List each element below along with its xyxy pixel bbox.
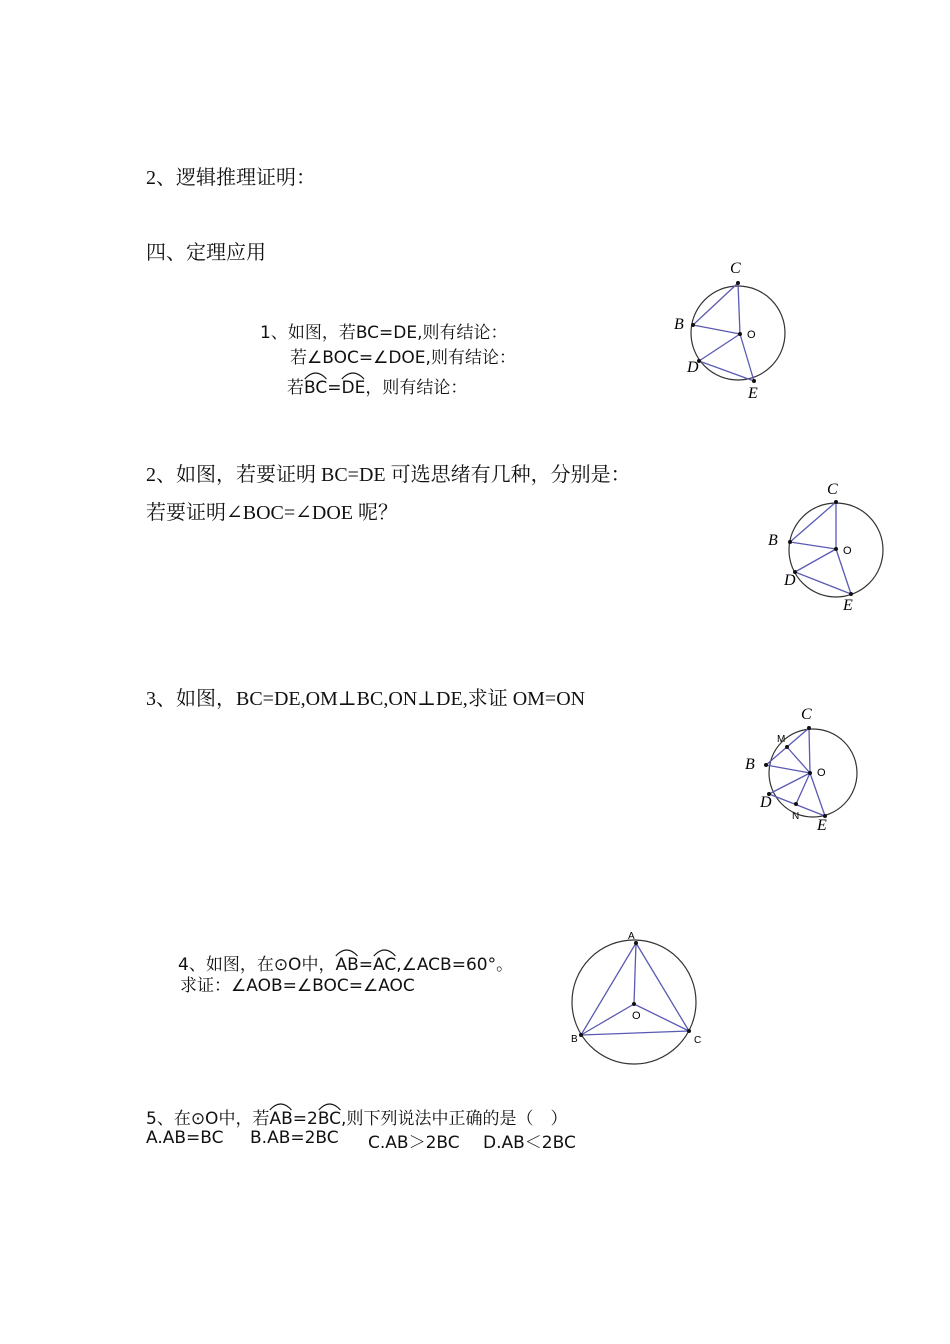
label-e: E: [817, 817, 827, 834]
figure-4-circle: [566, 928, 716, 1068]
q4-arc-ac-label: AC: [373, 955, 397, 975]
section-application-heading: 四、定理应用: [146, 242, 266, 264]
radius-ob: [790, 542, 836, 549]
q1-arc-bc-label: BC: [304, 378, 328, 398]
label-c: C: [730, 260, 741, 277]
arc-mark-icon: [373, 947, 396, 957]
q4-suffix: ,∠ACB=60°。: [396, 955, 514, 975]
label-o: O: [632, 1010, 641, 1022]
label-n: N: [792, 811, 800, 822]
q1-arc-equals: =: [327, 378, 342, 398]
radius-ob: [693, 325, 740, 334]
label-c: C: [694, 1035, 702, 1046]
label-m: M: [777, 734, 786, 745]
q1-arc-bc: [304, 378, 327, 398]
arc-mark-icon: [341, 370, 365, 380]
label-b: B: [674, 316, 684, 333]
radius-oc: [738, 283, 740, 334]
q5-suffix: ,则下列说法中正确的是（ ）: [341, 1109, 568, 1129]
q1-line1: 1、如图，若BC=DE,则有结论：: [260, 323, 508, 343]
arc-mark-icon: [318, 1101, 341, 1111]
section-logic-heading: 2、逻辑推理证明：: [146, 167, 316, 189]
q1-line3-prefix: 若: [287, 378, 304, 398]
q4-arc-equals: =: [358, 955, 373, 975]
figure-1-circle: [670, 258, 800, 406]
chord-bc: [581, 1031, 689, 1035]
q5-arc-ab-label: AB: [269, 1109, 293, 1129]
q5-mid: =2: [292, 1109, 318, 1129]
q5-arc-bc-label: BC: [317, 1109, 342, 1129]
label-e: E: [843, 597, 853, 614]
label-b: B: [768, 532, 778, 549]
q5-arc-ab: [269, 1109, 292, 1129]
label-c: C: [827, 481, 838, 498]
q4-arc-ab-label: AB: [335, 955, 359, 975]
q1-arc-de: [341, 378, 365, 398]
radius-od: [769, 773, 810, 794]
radius-ob: [581, 1004, 634, 1035]
radius-oa: [634, 943, 636, 1004]
label-o: O: [843, 545, 852, 557]
q3-line1: 3、如图，BC=DE,OM⊥BC,ON⊥DE,求证 OM=ON: [146, 688, 586, 710]
q5-option-b: B.AB=2BC: [250, 1128, 339, 1148]
q2-line2: 若要证明∠BOC=∠DOE 呢？: [146, 502, 399, 524]
q5-prefix: 5、在⊙O中，若: [146, 1109, 270, 1129]
q4-prefix: 4、如图，在⊙O中，: [178, 955, 336, 975]
label-d: D: [760, 794, 772, 811]
q5-option-d: D.AB＜2BC: [483, 1133, 576, 1153]
figure-2-circle: [764, 478, 894, 618]
label-b: B: [745, 756, 755, 773]
chord-bc: [790, 502, 836, 542]
q5-option-c: C.AB＞2BC: [368, 1133, 460, 1153]
segment-on: [796, 773, 810, 804]
q2-line1: 2、如图，若要证明 BC=DE 可选思绪有几种，分别是：: [146, 464, 631, 486]
label-o: O: [747, 329, 756, 341]
label-b: B: [571, 1034, 578, 1045]
q5-line1: [146, 1104, 567, 1129]
q1-line3: [287, 373, 467, 398]
q1-line3-suffix: ，则有结论：: [365, 378, 468, 398]
chord-bc: [693, 283, 738, 325]
radius-od: [795, 549, 836, 572]
arc-mark-icon: [304, 370, 327, 380]
radius-oc: [809, 728, 810, 773]
q1-arc-de-label: DE: [341, 378, 366, 398]
radius-oe: [740, 334, 754, 381]
label-d: D: [784, 572, 796, 589]
q1-line2: 若∠BOC=∠DOE,则有结论：: [290, 348, 516, 368]
q4-line2: 求证：∠AOB=∠BOC=∠AOC: [180, 976, 415, 996]
chord-ab: [581, 943, 636, 1035]
arc-mark-icon: [335, 947, 358, 957]
label-c: C: [801, 706, 812, 723]
label-e: E: [748, 385, 758, 402]
chord-de: [795, 572, 851, 594]
arc-mark-icon: [269, 1101, 292, 1111]
label-o: O: [817, 767, 826, 779]
radius-oe: [810, 773, 825, 816]
q5-arc-bc: [318, 1109, 341, 1129]
radius-od: [699, 334, 740, 361]
q5-option-a: A.AB=BC: [146, 1128, 224, 1148]
label-a: A: [628, 931, 635, 942]
figure-3-circle: [738, 703, 868, 838]
label-d: D: [687, 359, 699, 376]
